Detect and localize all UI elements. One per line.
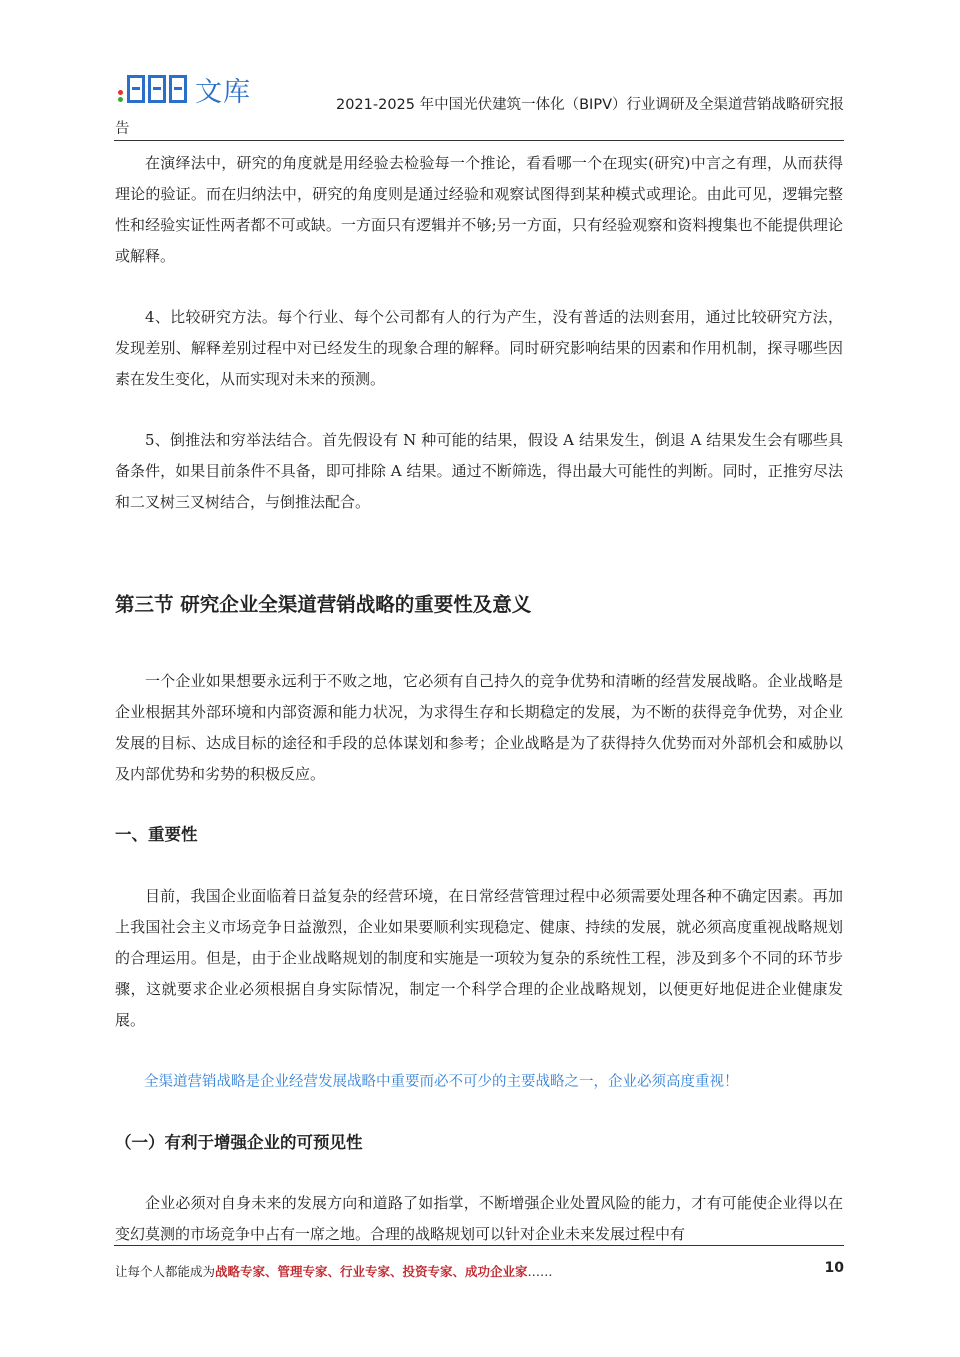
paragraph-strategy-intro: 一个企业如果想要永远利于不败之地，它必须有自己持久的竞争优势和清晰的经营发展战略。企业战略是企业根据其外部环境和内部资源和能力状况，为求得生存和长期稳定的发展，为不断的获得竞争优势，对企业发展的目标、达成目标的途径和手段的总体谋划和参考；企业战略是为了获得持久优势而对外部机会和威胁以及内部优势和劣势的积极反应。: [115, 672, 843, 783]
logo-dots-icon: [118, 90, 123, 102]
highlight-statement: 全渠道营销战略是企业经营发展战略中重要而必不可少的主要战略之一，企业必须高度重视！: [144, 1074, 739, 1090]
logo-mark-icon: [127, 75, 187, 103]
paragraph-environment: 目前，我国企业面临着日益复杂的经营环境，在日常经营管理过程中必须需要处理各种不确定因素。再加上我国社会主义市场竞争日益激烈，企业如果要顺利实现稳定、健康、持续的发展，就必须高度重视战略规划的合理运用。但是，由于企业战略规划的制度和实施是一项较为复杂的系统性工程，涉及到多个不同的环节步骤，这就要求企业必须根据自身实际情况，制定一个科学合理的企业战略规划，以便更好地促进企业健康发展。: [115, 887, 843, 1029]
brand-logo: [118, 72, 251, 106]
section-heading: 第三节 研究企业全渠道营销战略的重要性及意义: [115, 593, 532, 616]
footer-slogan: 让每个人都能成为战略专家、管理专家、行业专家、投资专家、成功企业家……: [115, 1264, 553, 1279]
slogan-emphasis: 战略专家、管理专家、行业专家、投资专家、成功企业家: [215, 1264, 528, 1279]
paragraph-comparative-method: 4、比较研究方法。每个行业、每个公司都有人的行为产生，没有普适的法则套用，通过比较研究方法，发现差别、解释差别过程中对已经发生的现象合理的解释。同时研究影响结果的因素和作用机制，探寻哪些因素在发生变化，从而实现对未来的预测。: [115, 308, 843, 388]
logo-text: 文库: [195, 76, 251, 108]
paragraph-backward-method: 5、倒推法和穷举法结合。首先假设有 N 种可能的结果，假设 A 结果发生，倒退 A 结果发生会有哪些具备条件，如果目前条件不具备，即可排除 A 结果。通过不断筛选，得出最大可能性的判断。同时，正推穷尽法和二叉树三叉树结合，与倒推法配合。: [115, 431, 843, 511]
subheading-predictability: （一）有利于增强企业的可预见性: [115, 1133, 363, 1152]
document-body: [115, 148, 843, 1250]
page-number: 10: [824, 1260, 844, 1276]
header-divider: [114, 140, 844, 141]
header-title-continued: 告: [115, 121, 130, 137]
subheading-importance: 一、重要性: [115, 825, 198, 844]
footer-divider: [114, 1245, 844, 1246]
paragraph-deduction: 在演绎法中，研究的角度就是用经验去检验每一个推论，看看哪一个在现实(研究)中言之有理，从而获得理论的验证。而在归纳法中，研究的角度则是通过经验和观察试图得到某种模式或理论。由此可见，逻辑完整性和经验实证性两者都不可或缺。一方面只有逻辑并不够;另一方面，只有经验观察和资料搜集也不能提供理论或解释。: [115, 154, 843, 265]
paragraph-predictability: 企业必须对自身未来的发展方向和道路了如指掌，不断增强企业处置风险的能力，才有可能使企业得以在变幻莫测的市场竞争中占有一席之地。合理的战略规划可以针对企业未来发展过程中有: [115, 1194, 843, 1243]
header-title: 2021-2025 年中国光伏建筑一体化（BIPV）行业调研及全渠道营销战略研究报: [335, 97, 844, 113]
